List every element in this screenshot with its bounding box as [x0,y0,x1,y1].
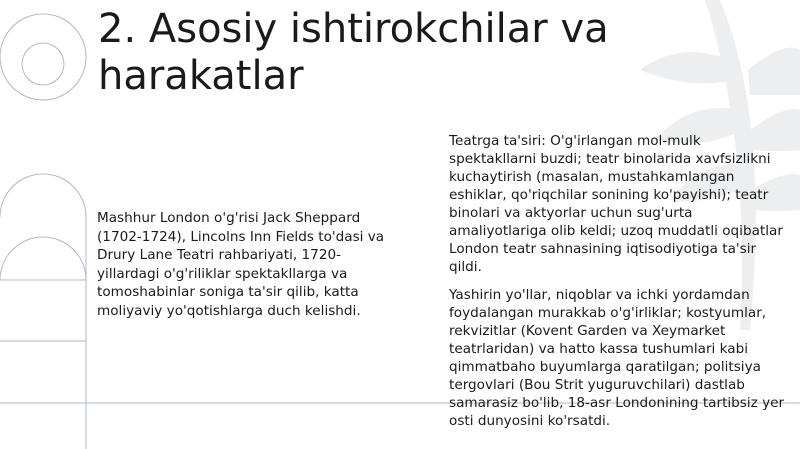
inner-circle-shape [22,43,64,85]
outer-circle-shape [0,14,86,100]
upper-arch-shape [0,174,86,280]
left-paragraph: Mashhur London o'g'risi Jack Sheppard (1702-1724), Lincolns Inn Fields to'dasi va Drury Lane Teatri rahbariyati, 1720-yillardagi o'g'riliklar spektakllarga va tomoshabinlar soniga ta'sir qilib, katta moliyaviy yo'qotishlarga duch kelishdi. [97,210,385,319]
lower-arch-shape [0,237,86,449]
right-column [449,132,789,440]
theatre-impact-paragraph: Teatrga ta'siri: O'g'irlangan mol-mulk spektakllarni buzdi; teatr binolarida xavfsizlikni kuchaytirish (masalan, mustahkamlangan eshiklar, qo'riqchilar sonining ko'payishi); teatr binolari va aktyorlar uchun sug'urta amaliyotlariga olib keldi; uzoq muddatli oqibatlar London teatr sahnasining iqtisodiyotiga ta'sir qildi. [449,133,783,275]
slide-title: 2. Asosiy ishtirokchilar va harakatlar [98,6,609,99]
theft-methods-paragraph: Yashirin yo'llar, niqoblar va ichki yordamdan foydalangan murakkab o'g'irliklar; kostyumlar, rekvizitlar (Kovent Garden va Xeymarket teatrlaridan) va hatto kassa tushumlari kabi qimmatbaho buyumlarga qaratilgan; politsiya tergovlari (Bou Strit yuguruvchilari) dastlab samarasiz bo'lib, 18-asr Londonining tartibsiz yer osti dunyosini ko'rsatdi. [449,287,785,429]
